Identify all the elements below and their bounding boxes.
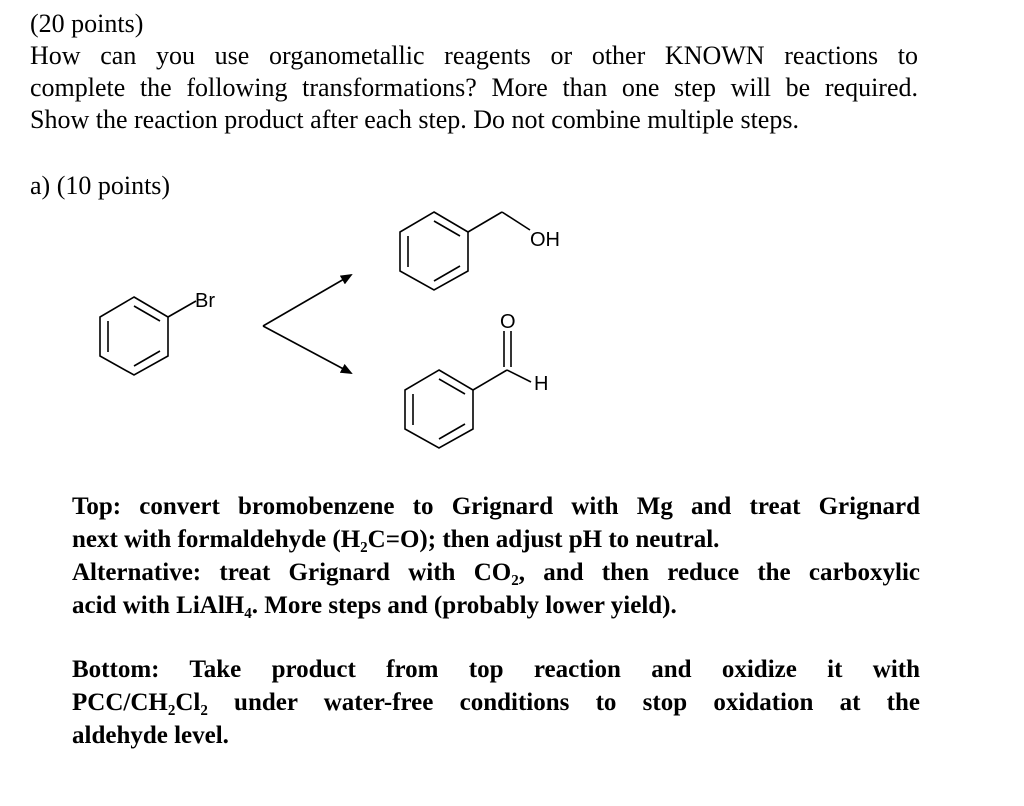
answer-bottom-line-1: Bottom: Take product from top reaction and oxidize it with: [72, 656, 920, 683]
bromine-label: Br: [195, 290, 215, 312]
arrow-to-aldehyde: [263, 326, 351, 373]
answer-top-line-1: Top: convert bromobenzene to Grignard with Mg and treat Grignard: [72, 493, 920, 520]
bromobenzene-structure: [100, 297, 196, 375]
aldehyde-hydrogen-label: H: [534, 373, 549, 395]
benzaldehyde-structure: [405, 331, 531, 448]
part-a-label: a) (10 points): [30, 171, 171, 200]
answer-bottom-line-2: PCC/CH₂Cl₂ under water-free conditions to stop oxidation at the: [72, 689, 920, 716]
reaction-arrows: [263, 275, 351, 373]
carbonyl-oxygen-label: O: [500, 311, 516, 333]
arrow-to-alcohol: [263, 275, 351, 326]
prompt-line-1: How can you use organometallic reagents or other KNOWN reactions to: [30, 41, 918, 70]
answer-top-line-2: next with formaldehyde (H₂C=O); then adjust pH to neutral.: [72, 526, 720, 553]
answer-top-line-4: acid with LiAlH₄. More steps and (probably lower yield).: [72, 592, 677, 619]
prompt-line-2: complete the following transformations? More than one step will be required.: [30, 73, 918, 102]
points-label: (20 points): [30, 9, 144, 38]
hydroxyl-label: OH: [530, 229, 560, 251]
prompt-line-3: Show the reaction product after each step. Do not combine multiple steps.: [30, 105, 799, 134]
answer-bottom-line-3: aldehyde level.: [72, 722, 229, 749]
answer-top-line-3: Alternative: treat Grignard with CO₂, and then reduce the carboxylic: [72, 559, 920, 586]
benzyl-alcohol-structure: [400, 212, 530, 290]
